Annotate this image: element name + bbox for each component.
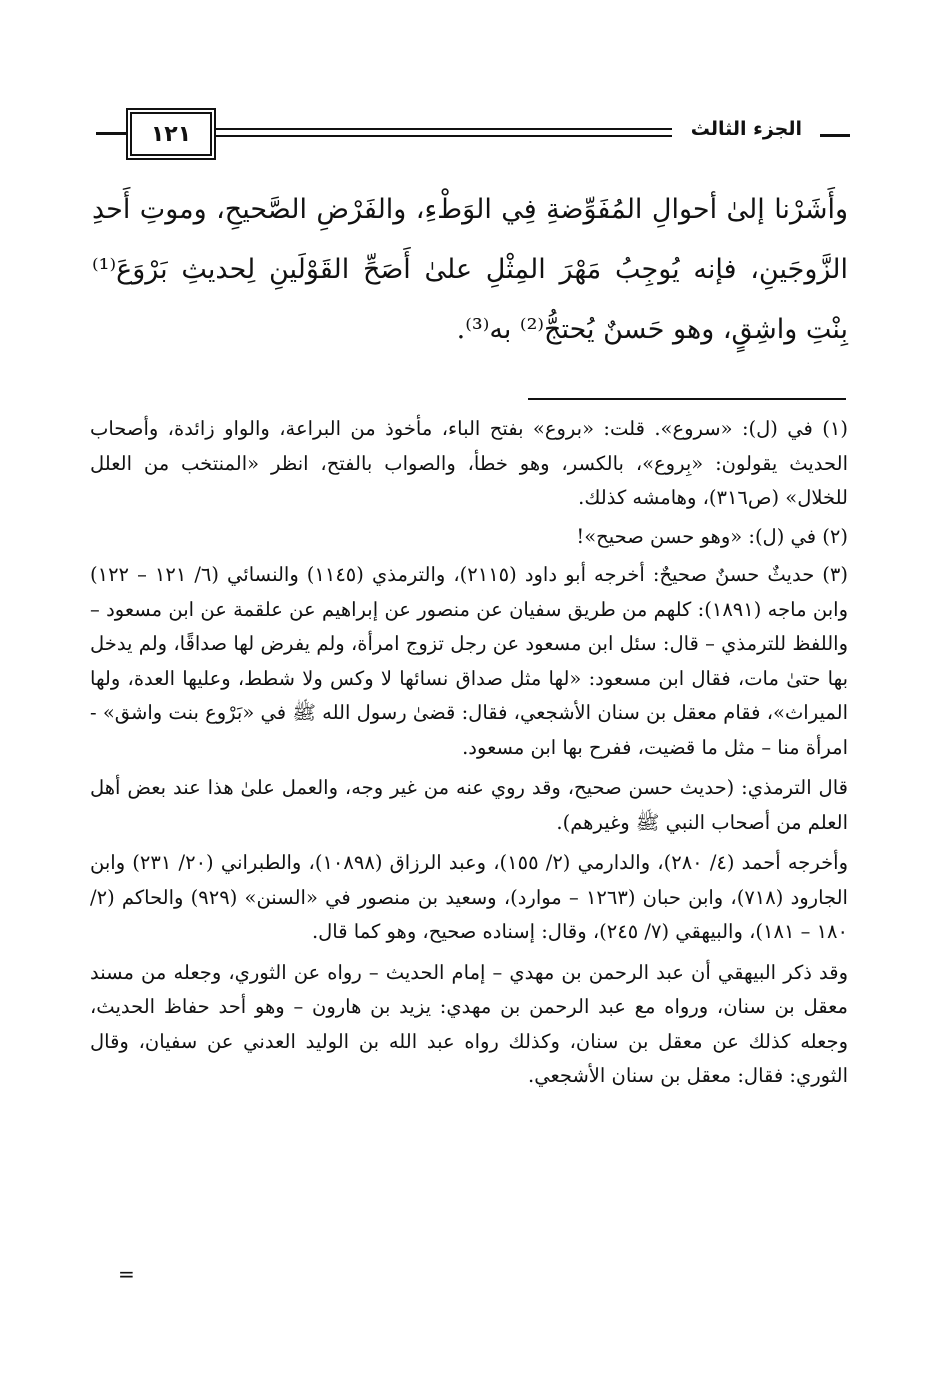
main-paragraph: وأَشَرْنا إلىٰ أحوالِ المُفَوِّضةِ فِي الوَطْءِ، والفَرْضِ الصَّحيحِ، وموتِ أَحدِ الزَّوجَينِ، فإنه يُوجِبُ مَهْرَ المِثْلِ علىٰ أَصَحِّ القَوْلَينِ لِحديثِ بَرْوَعَ⁽¹⁾ بِنْتِ واشِقٍ، وهو حَسنٌ يُحتجُّ⁽²⁾ به⁽³⁾. [92, 194, 848, 345]
footnote-separator [528, 398, 846, 400]
section-title: الجزء الثالث [690, 118, 802, 140]
page-header [96, 112, 850, 162]
header-rule-left [96, 132, 126, 135]
page-number: ١٢١ [130, 112, 212, 156]
footnote-2: (٢) في (ل): «وهو حسن صحيح»! [576, 524, 848, 548]
header-double-rule [216, 128, 672, 137]
footnote-3-tirmidhi: قال الترمذي: (حديث حسن صحيح، وقد روي عنه من غير وجه، والعمل علىٰ هذا عند بعض أهل العلم من أصحاب النبي ﷺ وغيرهم). [90, 776, 848, 834]
header-rule-right [820, 134, 850, 137]
footnote-3-bayhaqi: وقد ذكر البيهقي أن عبد الرحمن بن مهدي – إمام الحديث – رواه عن الثوري، وجعله من مسند معقل بن سنان، ورواه مع عبد الرحمن بن مهدي: يزيد بن هارون – وهو أحد حفاظ الحديث، وجعله كذلك عن معقل بن سنان، وكذلك رواه عبد الله بن الوليد العدني عن سفيان، وقال الثوري: فقال: معقل بن سنان الأشجعي. [90, 960, 848, 1087]
main-text [92, 180, 848, 360]
footnote-3: (٣) حديثٌ حسنٌ صحيحٌ: أخرجه أبو داود (٢١١٥)، والترمذي (١١٤٥) والنسائي (٦/ ١٢١ – ١٢٢) وابن ماجه (١٨٩١): كلهم من طريق سفيان عن منصور عن إبراهيم عن علقمة عن ابن مسعود – واللفظ للترمذي – قال: سئل ابن مسعود عن رجل تزوج امرأة، ولم يفرض لها صداقًا، ولم يدخل بها حتىٰ مات، فقال ابن مسعود: «لها مثل صداق نسائها لا وكس ولا شطط، وعليها العدة، ولها الميراث»، فقام معقل بن سنان الأشجعي، فقال: قضىٰ رسول الله ﷺ في «بَرْوع بنت واشق» - امرأة منا – مثل ما قضيت، ففرح بها ابن مسعود. [90, 563, 848, 759]
footnote-1: (١) في (ل): «سروع». قلت: «بروع» بفتح الباء، مأخوذ من البراعة، والواو زائدة، وأصحاب الحديث يقولون: «بِروع»، بالكسر، وهو خطأ، والصواب بالفتح، انظر «المنتخب من العلل للخلال» (ص٣١٦)، وهامشه كذلك. [90, 417, 848, 509]
footnote-3-takhrij: وأخرجه أحمد (٤/ ٢٨٠)، والدارمي (٢/ ١٥٥)، وعبد الرزاق (١٠٨٩٨)، والطبراني (٢٠/ ٢٣١) وابن الجارود (٧١٨)، وابن حبان (١٢٦٣ – موارد)، وسعيد بن منصور في «السنن» (٩٢٩) والحاكم (٢/ ١٨٠ – ١٨١)، والبيهقي (٧/ ٢٤٥)، وقال: إسناده صحيح، وهو كما قال. [90, 851, 848, 943]
continuation-mark: = [118, 1262, 135, 1286]
footnotes [90, 412, 848, 1098]
